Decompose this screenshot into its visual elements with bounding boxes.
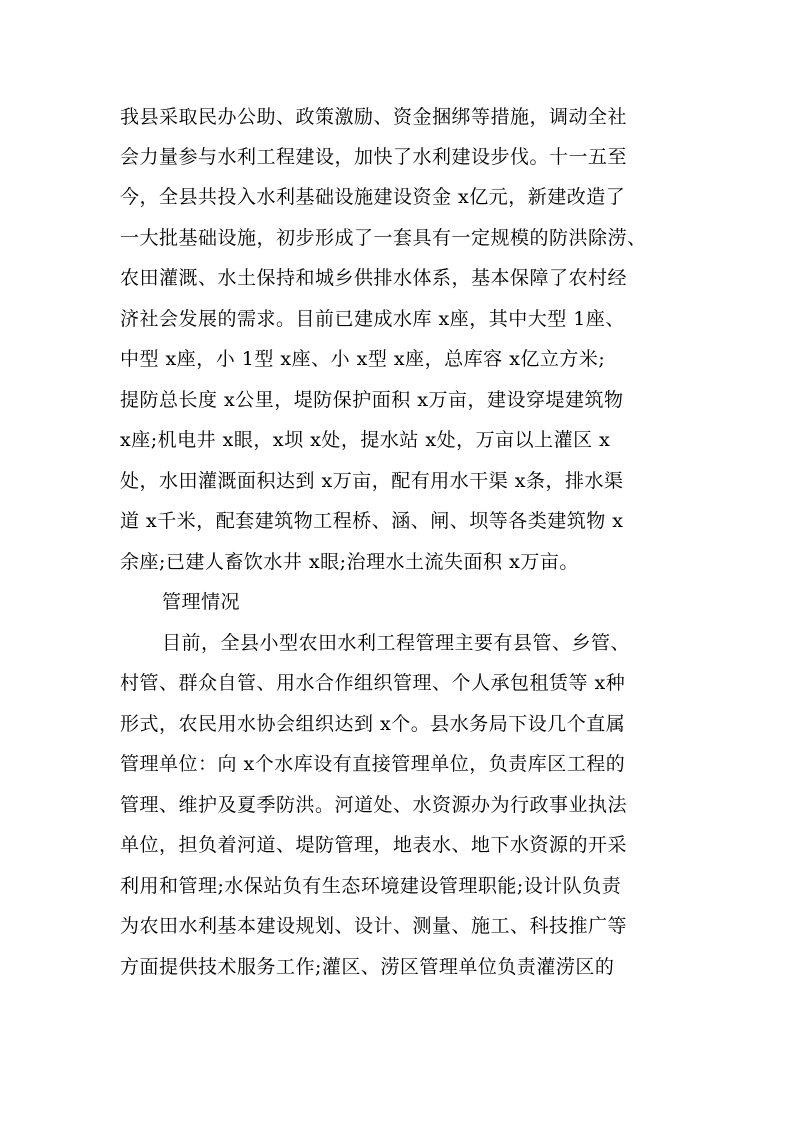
- text-line-18: 管理、维护及夏季防洪。河道处、水资源办为行政事业执法: [120, 794, 628, 816]
- text-line-15: 村管、群众自管、用水合作组织管理、个人承包租赁等 x种: [120, 672, 626, 694]
- text-line-19: 单位，担负着河道、堤防管理，地表水、地下水资源的开采: [120, 834, 628, 856]
- text-line-5: 农田灌溉、水土保持和城乡供排水体系，基本保障了农村经: [120, 267, 628, 289]
- text-line-21: 为农田水利基本建设规划、设计、测量、施工、科技推广等: [120, 915, 628, 937]
- text-line-16: 形式，农民用水协会组织达到 x个。县水务局下设几个直属: [120, 713, 626, 735]
- text-line-3: 今，全县共投入水利基础设施建设资金 x亿元，新建改造了: [120, 186, 626, 208]
- text-line-8: 提防总长度 x公里，堤防保护面积 x万亩，建设穿堤建筑物: [120, 389, 624, 411]
- text-line-9: x座;机电井 x眼，x坝 x处，提水站 x处，万亩以上灌区 x: [120, 429, 611, 451]
- text-line-17: 管理单位：向 x个水库设有直接管理单位，负责库区工程的: [120, 753, 626, 775]
- text-line-10: 处，水田灌溉面积达到 x万亩，配有用水干渠 x条，排水渠: [120, 470, 624, 492]
- section-heading: 管理情况: [162, 591, 241, 613]
- text-line-2: 会力量参与水利工程建设，加快了水利建设步伐。十一五至: [120, 146, 628, 168]
- text-line-14: 目前，全县小型农田水利工程管理主要有县管、乡管、: [162, 632, 631, 654]
- text-line-12: 余座;已建人畜饮水井 x眼;治理水土流失面积 x万亩。: [120, 551, 579, 573]
- text-line-6: 济社会发展的需求。目前已建成水库 x座，其中大型 1座、: [120, 308, 625, 330]
- text-line-22: 方面提供技术服务工作;灌区、涝区管理单位负责灌涝区的: [120, 956, 615, 978]
- text-line-1: 我县采取民办公助、政策激励、资金捆绑等措施，调动全社: [120, 106, 628, 128]
- text-line-20: 利用和管理;水保站负有生态环境建设管理职能;设计队负责: [120, 875, 622, 897]
- text-line-4: 一大批基础设施，初步形成了一套具有一定规模的防洪除涝、: [120, 227, 647, 249]
- text-line-11: 道 x千米，配套建筑物工程桥、涵、闸、坝等各类建筑物 x: [120, 510, 624, 532]
- text-line-7: 中型 x座，小 1型 x座、小 x型 x座，总库容 x亿立方米;: [120, 348, 606, 370]
